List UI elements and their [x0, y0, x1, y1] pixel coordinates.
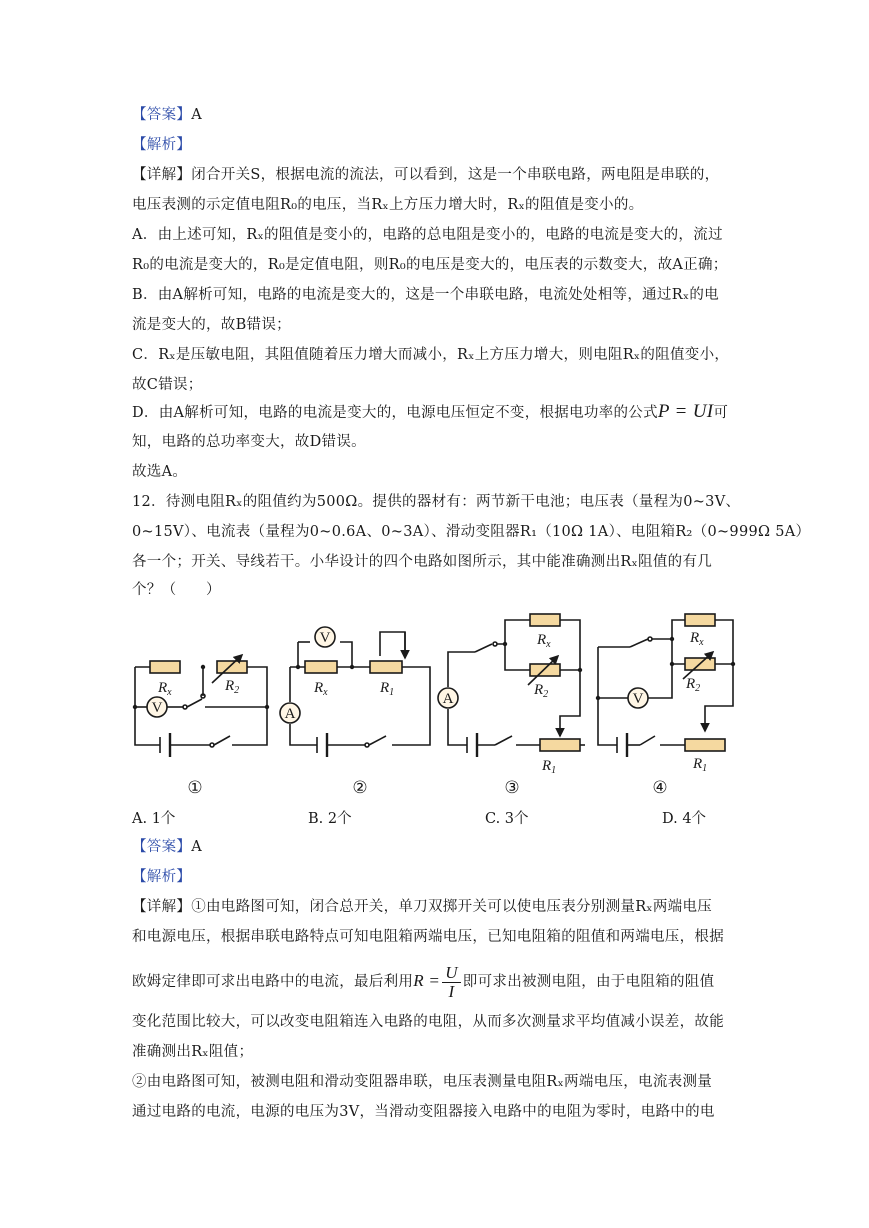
- circuit-4: [598, 614, 733, 757]
- c3-caption: ③: [504, 778, 520, 797]
- q11-conclusion: 故选A。: [132, 464, 188, 480]
- c1-meter-label: V: [151, 700, 163, 716]
- ohm-text-pre: 欧姆定律即可求出电路中的电流，最后利用: [132, 974, 414, 990]
- c2-r1-sub: 1: [389, 687, 395, 698]
- power-formula: P = UI: [657, 401, 714, 422]
- q12-option-d: D. 4个: [662, 811, 707, 827]
- q12-detail-tag: 【详解】: [132, 899, 192, 915]
- c3-r2-label: R: [534, 682, 544, 698]
- option-d-text-end: 可: [713, 405, 729, 421]
- q12-detail-line-4: 变化范围比较大，可以改变电阻箱连入电路的电阻，从而多次测量求平均值减小误差，故能: [132, 1014, 724, 1030]
- svg-text:R1: [379, 680, 394, 698]
- ohm-denominator: I: [448, 981, 455, 1001]
- c3-rx-sub: x: [546, 639, 551, 650]
- c1-r2-label: R: [225, 678, 235, 694]
- q11-option-d-line-1: [132, 402, 728, 423]
- circuit-diagrams: [130, 612, 750, 802]
- q12-stem-line-1: 12．待测电阻Rₓ的阻值约为500Ω。提供的器材有：两节新干电池；电压表（量程为0~3V、: [132, 494, 741, 510]
- svg-text:R2: [685, 676, 700, 694]
- c1-rx-label: R: [158, 680, 168, 696]
- q12-answer-tag: 【答案】: [132, 839, 192, 855]
- c2-rx-sub: x: [323, 687, 328, 698]
- q11-option-b-line-1: B．由A解析可知，电路的电流是变大的，这是一个串联电路，电流处处相等，通过Rₓ的电: [132, 287, 719, 303]
- q12-answer-line: [132, 837, 202, 857]
- ohm-numerator: U: [442, 964, 461, 983]
- q11-option-b-line-2: 流是变大的，故B错误；: [132, 317, 291, 333]
- svg-text:Rx: [689, 630, 704, 648]
- q12-detail-line-2: 和电源电压，根据串联电路特点可知电阻箱两端电压，已知电阻箱的阻值和两端电压，根据: [132, 929, 724, 945]
- q12-detail-line-1: [132, 897, 712, 917]
- c4-r1-sub: 1: [702, 763, 708, 774]
- detail-tag: 【详解】: [132, 167, 192, 183]
- c1-r2-sub: 2: [234, 685, 240, 696]
- q11-option-c-line-2: 故C错误；: [132, 377, 203, 393]
- q11-answer-line: [132, 105, 202, 125]
- q11-option-a-line-1: A．由上述可知，Rₓ的阻值是变小的，电路的总电阻是变小的，电路的电流是变大的，流过: [132, 227, 723, 243]
- c4-r2-sub: 2: [695, 683, 701, 694]
- c2-r1-label: R: [380, 680, 390, 696]
- q12-detail-line-6: ②由电路图可知，被测电阻和滑动变阻器串联，电压表测量电阻Rₓ两端电压，电流表测量: [132, 1074, 713, 1090]
- c3-r1-sub: 1: [551, 765, 557, 776]
- c3-r1-label: R: [542, 758, 552, 774]
- q12-detail-line-5: 准确测出Rₓ阻值；: [132, 1044, 254, 1060]
- c3-ammeter-label: A: [442, 691, 454, 707]
- c2-voltmeter-label: V: [319, 630, 331, 646]
- c3-r2-sub: 2: [543, 689, 549, 700]
- q12-answer-value: A: [191, 839, 202, 855]
- q12-analysis-tag: 【解析】: [132, 869, 192, 885]
- circuit-figure: [130, 612, 750, 806]
- svg-text:Rx: [536, 632, 551, 650]
- ohm-fraction: [442, 964, 461, 1001]
- q12-option-a: A. 1个: [132, 811, 176, 827]
- circuit-2: [280, 627, 430, 757]
- answer-tag: 【答案】: [132, 107, 192, 123]
- analysis-tag: 【解析】: [132, 137, 192, 153]
- c1-rx-sub: x: [167, 687, 172, 698]
- c4-voltmeter-label: V: [632, 691, 644, 707]
- svg-text:R2: [224, 678, 239, 696]
- q12-stem-line-4-visible: 个？（ ）: [132, 582, 221, 598]
- q11-option-c-line-1: C．Rₓ是压敏电阻，其阻值随着压力增大而减小，Rₓ上方压力增大，则电阻Rₓ的阻值变小，: [132, 347, 730, 363]
- q11-analysis-line: [132, 135, 191, 155]
- ohm-lhs: R =: [413, 971, 441, 990]
- circuit-3: [438, 614, 585, 757]
- detail-text: 闭合开关S，根据电流的流法，可以看到，这是一个串联电路，两电阻是串联的，: [191, 167, 720, 183]
- q12-detail-line-7: 通过电路的电流，电源的电压为3V，当滑动变阻器接入电路中的电阻为零时，电路中的电: [132, 1104, 715, 1120]
- svg-text:Rx: [157, 680, 172, 698]
- c4-r2-label: R: [686, 676, 696, 692]
- option-d-text: D．由A解析可知，电路的电流是变大的，电源电压恒定不变，根据电功率的公式: [132, 405, 658, 421]
- q12-stem-line-3: 各一个；开关、导线若干。小华设计的四个电路如图所示，其中能准确测出Rₓ阻值的有几: [132, 554, 713, 570]
- svg-text:R1: [692, 756, 707, 774]
- c2-rx-label: R: [314, 680, 324, 696]
- q11-detail-line-1: [132, 165, 719, 185]
- c3-rx-label: R: [537, 632, 547, 648]
- q12-detail-text: ①由电路图可知，闭合总开关，单刀双掷开关可以使电压表分别测量Rₓ两端电压: [191, 899, 713, 915]
- c4-caption: ④: [652, 778, 668, 797]
- q12-stem-line-2: 0~15V）、电流表（量程为0~0.6A、0~3A）、滑动变阻器R₁（10Ω 1A）、电阻箱R₂（0~999Ω 5A）: [132, 524, 811, 540]
- ohm-text-post: 即可求出被测电阻，由于电阻箱的阻值: [462, 974, 715, 990]
- q11-option-a-line-2: R₀的电流是变大的，R₀是定值电阻，则R₀的电压是变大的，电压表的示数变大，故A正确；: [132, 257, 728, 273]
- q12-option-b: B. 2个: [308, 811, 352, 827]
- q11-option-d-line-2: 知，电路的总功率变大，故D错误。: [132, 434, 366, 450]
- c4-r1-label: R: [693, 756, 703, 772]
- q12-ohm-line: [132, 962, 714, 1001]
- c2-caption: ②: [352, 778, 368, 797]
- q12-analysis-line: [132, 867, 191, 887]
- svg-text:R2: [533, 682, 548, 700]
- c4-rx-sub: x: [699, 637, 704, 648]
- c1-caption: ①: [187, 778, 203, 797]
- svg-text:R1: [541, 758, 556, 776]
- q12-option-c: C. 3个: [485, 811, 529, 827]
- answer-value: A: [191, 107, 202, 123]
- c4-rx-label: R: [690, 630, 700, 646]
- c2-ammeter-label: A: [284, 706, 296, 722]
- svg-text:Rx: [313, 680, 328, 698]
- q11-detail-line-2: 电压表测的示定值电阻R₀的电压，当Rₓ上方压力增大时，Rₓ的阻值是变小的。: [132, 197, 644, 213]
